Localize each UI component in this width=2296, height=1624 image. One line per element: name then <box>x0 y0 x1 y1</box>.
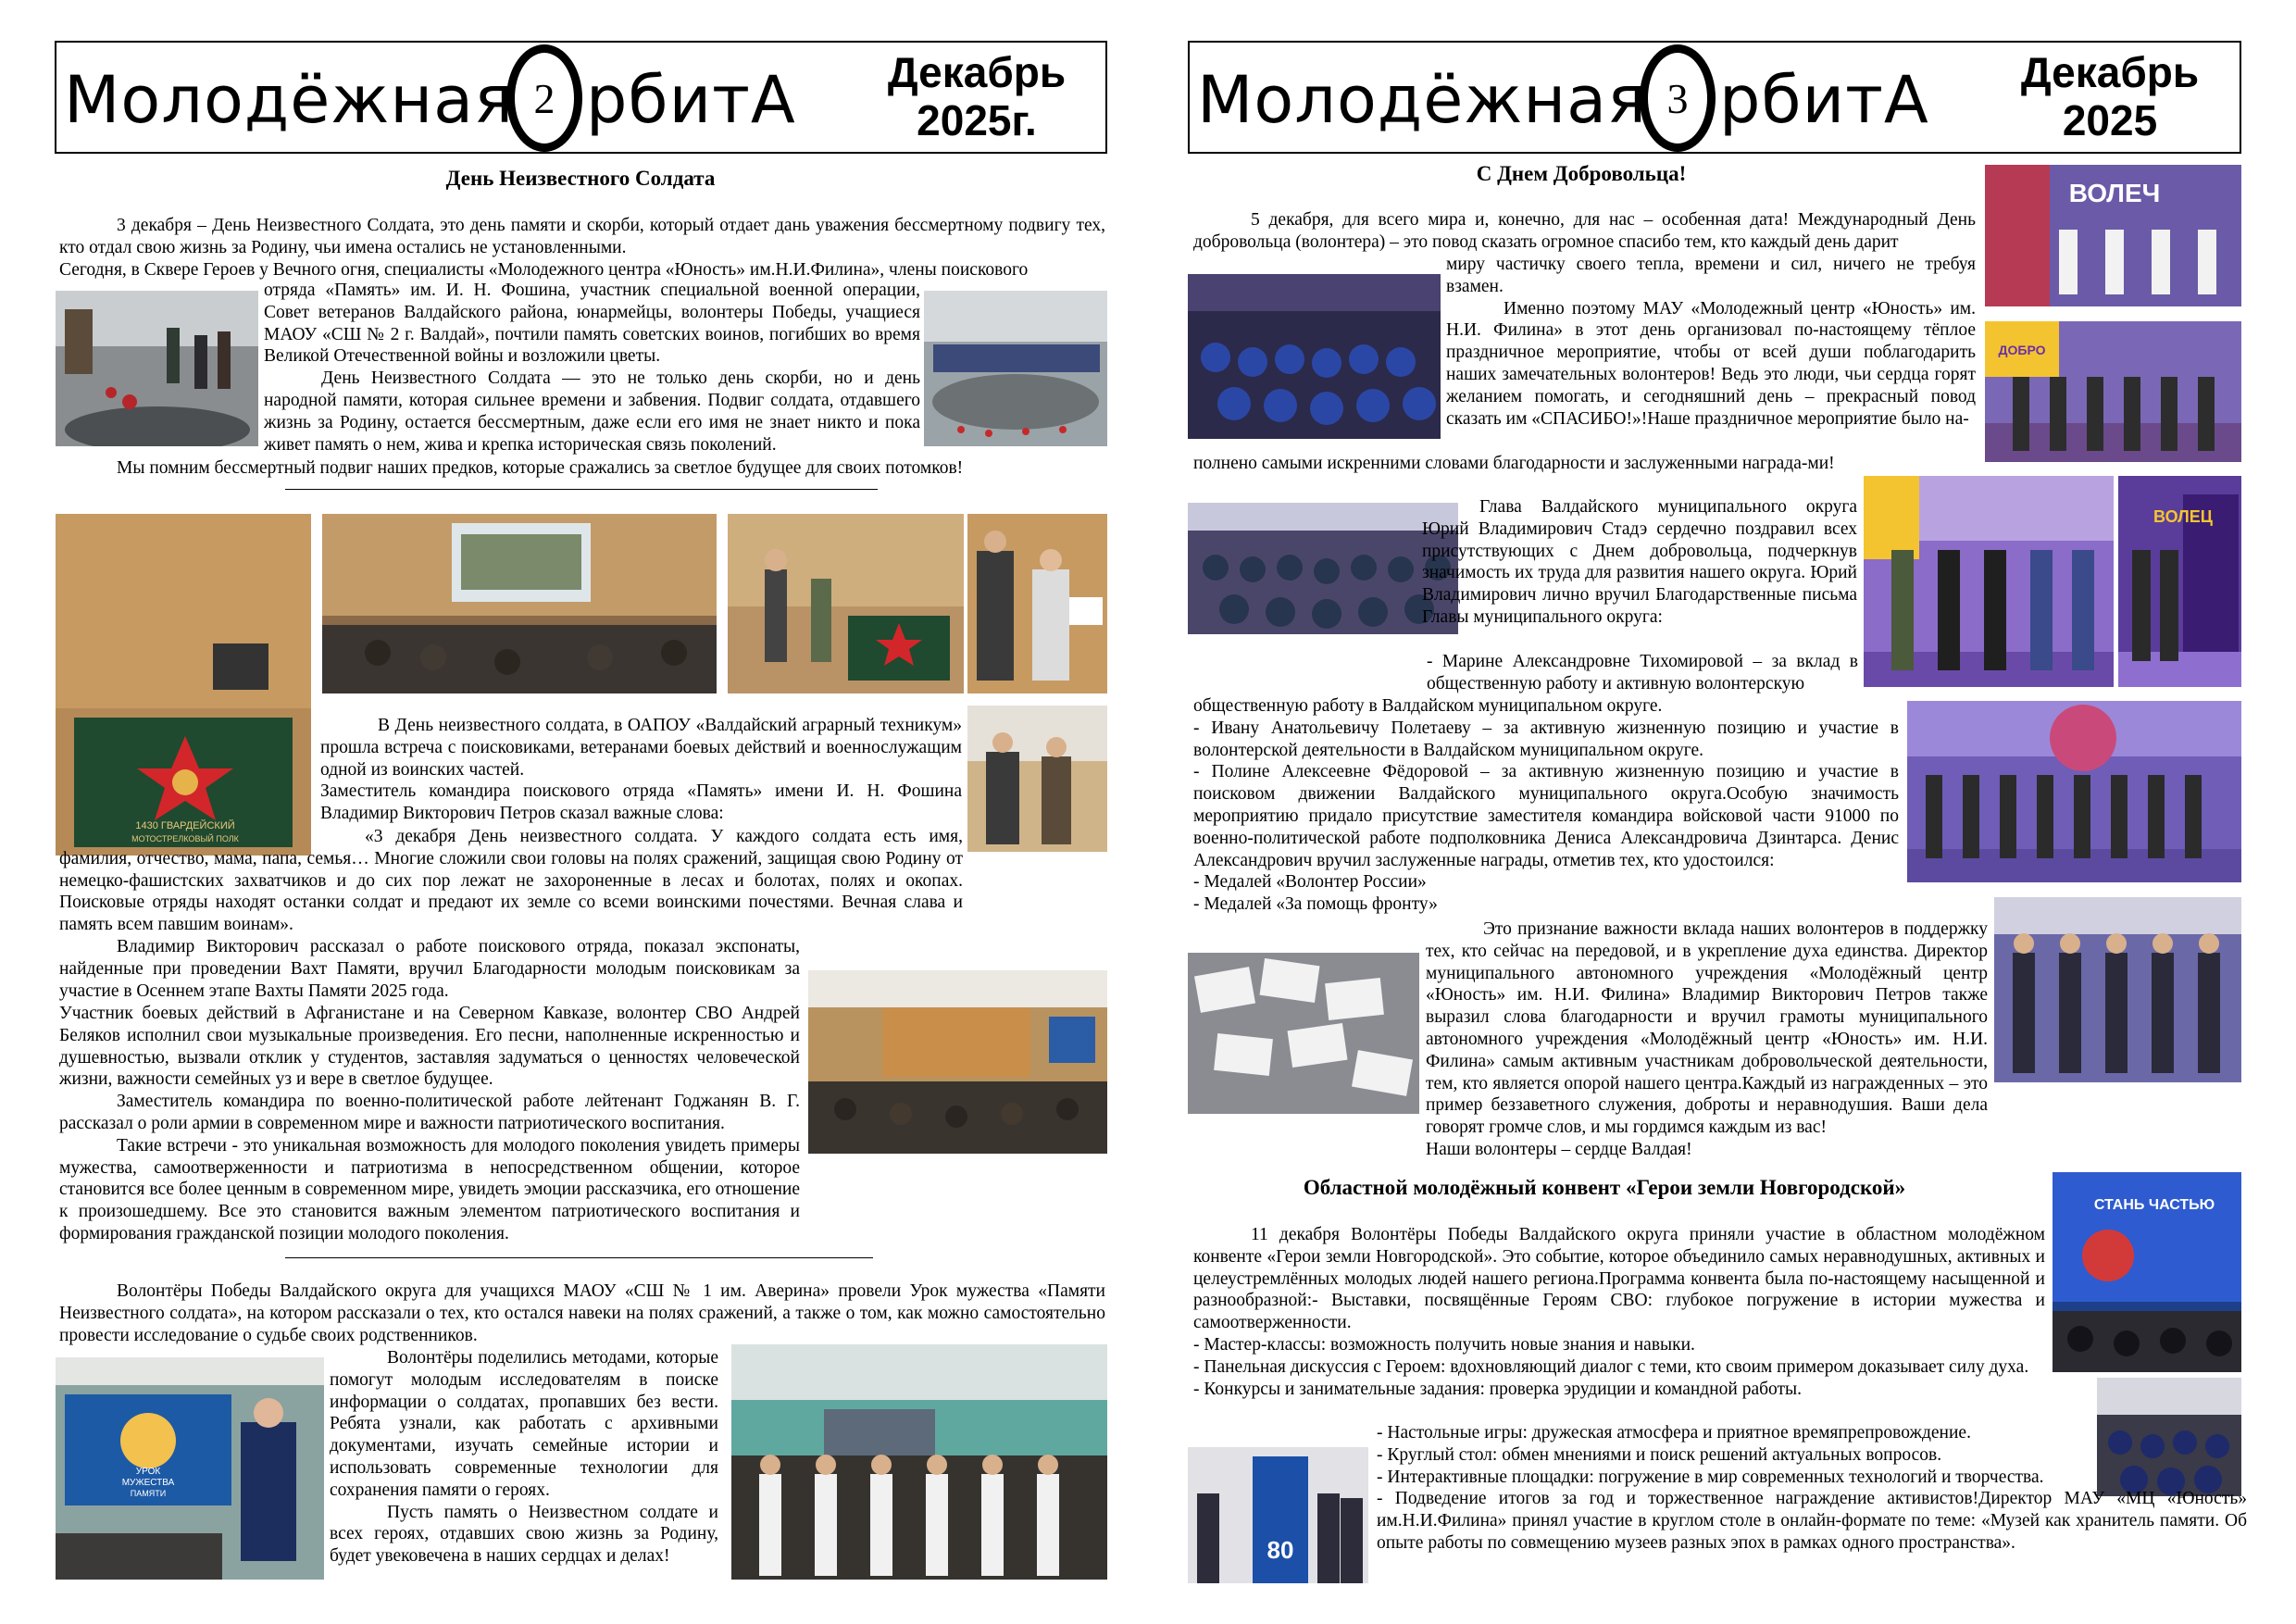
photo-students-group <box>731 1344 1107 1580</box>
photo-hall-audience <box>1188 503 1458 634</box>
article-text: отряда «Память» им. И. Н. Фошина, участник специальной военной операции, Совет ветеранов Валдайского района, юнармейцы, волонтеры Победы, учащиеся МАОУ «СШ № 2 г. Валдай», почтили память советских воинов, погибших во время Великой Отечественной войны и возложили цветы. День Неизвестного Солдата — это не только день скорби, но и день народной памяти, которая сильнее времени и забвения. Подвиг солдата, отдавшего жизнь за Родину, остается бессмертным, даже если его имя не знает никто и пока живет память о нем, жива и крепка историческая связь поколений. <box>264 281 920 455</box>
article-text: Участник боевых действий в Афганистане и на Северном Кавказе, волонтер СВО Андрей Беляков исполнил свои музыкальные произведения. Его песни, наполненные искренностью и душевностью, вызвали отклик у студентов, заставляя задуматься о ценностях человеческой жизни, важности семейных уз и вере в светлое будущее. Заместитель командира по военно-политической работе лейтенант Годжанян В. Г. рассказал о роли армии в современном мире и важности патриотического воспитания. Такие встречи - это уникальная возможность для молодого поколения увидеть примеры мужества, самоотверженности и патриотизма в непосредственном общении, которое становится все более ценным в современном мире, увидеть эмоции рассказчика, его отношение к произошедшему. Все это становится важным элементом патриотического воспитания и формирования гражданской позиции молодого поколения. <box>59 1004 800 1243</box>
photo-assembly-hall <box>808 970 1107 1154</box>
svg-text:ВОЛЕЦ: ВОЛЕЦ <box>2153 507 2213 526</box>
article-text: Глава Валдайского муниципального округа Юрий Владимирович Стадэ сердечно поздравил всех присутствующих с Днем добровольца, подчеркнув значимость их труда для развития нашего округа. Юрий Владимирович лично вручил Благодарственные письма Главы муниципального округа: <box>1422 497 1857 627</box>
photo-convent-stage <box>2053 1172 2241 1372</box>
svg-text:УРОК: УРОК <box>135 1467 161 1477</box>
article-text: «3 декабря День неизвестного солдата. У каждого солдата есть имя, фамилия, отчество, мама, папа, семья… Многие сложили свои головы на полях сражений, защищая свою Родину от немецко-фашистских захватчиков и до сих пор лежат не захороненные в лесах и болотах, полях и окопах. Поисковые отряды находят останки солдат и предают их земле со всеми воинскими почестями. Вечная слава и память всем павшим воинам». <box>59 827 963 935</box>
article-text: Это признание важности вклада наших волонтеров в поддержку тех, кто сейчас на передовой, и в укрепление духа единства. Директор муниципального автономного учреждения «Молодёжный центр «Юность» им. Н.И. Филина» Владимир Викторович Петров также выразил слова благодарности и вручил грамоты муниципального автономного учреждения «Молодёжный центр «Юность» им. Н.И. Филина» самым активным участникам добровольческой деятельности, тем, кто является опорой нашего центра.Каждый из награжденных – это пример беззаветного служения, доброты и неравнодушия. Ваши дела говорят громче слов, и мы гордимся каждым из вас! Наши волонтеры – сердце Валдая! <box>1426 919 1988 1159</box>
svg-text:80: 80 <box>1267 1536 1294 1564</box>
masthead-title-part1: Молодёжная <box>1197 62 1648 138</box>
masthead <box>55 41 1107 154</box>
photo-youth-group <box>1994 897 2241 1082</box>
article-text: Владимир Викторович рассказал о работе поискового отряда, показал экспонаты, найденные при проведении Вахт Памяти, вручил Благодарности молодым поисковикам за участие в Осеннем этапе Вахты Памяти 2025 года. <box>59 937 800 1001</box>
photo-volunteer-audience <box>1188 274 1441 439</box>
svg-text:СТАНЬ ЧАСТЬЮ: СТАНЬ ЧАСТЬЮ <box>2093 1197 2215 1213</box>
photo-exhibit-table <box>967 706 1107 852</box>
article-text: миру частичку своего тепла, времени и сил, ничего не требуя взамен. Именно поэтому МАУ «Молодежный центр «Юность» им. Н.И. Филина» в этот день организовал по-настоящему тёплое праздничное мероприятие, чтобы от всей души поблагодарить наших замечательных волонтеров! Ведь это люди, чьи сердца горят желанием помогать, и сегодняшний день – прекрасный повод сказать им «СПАСИБО!»!Наше праздничное мероприятие было на- <box>1446 255 1976 429</box>
photo-award-certificate <box>967 514 1107 693</box>
masthead-title-part2: рбитА <box>586 62 796 138</box>
photo-lesson-classroom <box>56 1357 324 1580</box>
photo-volunteer-award-stage <box>1985 165 2241 306</box>
masthead <box>1188 41 2241 154</box>
masthead-date: Декабрь 2025 <box>2020 48 2200 144</box>
svg-text:МУЖЕСТВА: МУЖЕСТВА <box>121 1478 175 1488</box>
article-text: 5 декабря, для всего мира и, конечно, для нас – особенная дата! Международный День добровольца (волонтера) – это повод сказать огромное спасибо тем, кто каждый день дарит <box>1193 210 1976 252</box>
article-text: полнено самыми искренними словами благодарности и заслуженными награда-ми! <box>1193 454 1835 473</box>
article-heading: День Неизвестного Солдата <box>445 167 716 190</box>
photo-stage-banner <box>56 514 311 856</box>
svg-text:ВОЛЕЧ: ВОЛЕЧ <box>2068 179 2161 207</box>
masthead-page-number: 3 <box>1640 44 1716 152</box>
svg-text:1430 ГВАРДЕЙСКИЙ: 1430 ГВАРДЕЙСКИЙ <box>135 820 235 831</box>
masthead-title-part1: Молодёжная <box>64 62 515 138</box>
photo-auditorium-presentation <box>322 514 717 693</box>
section-divider <box>285 489 878 490</box>
masthead-title-part2: рбитА <box>1719 62 1929 138</box>
article-heading: С Днем Добровольца! <box>1476 162 1687 185</box>
article-heading: Областной молодёжный конвент «Герои земли Новгородской» <box>1303 1176 1906 1199</box>
section-divider <box>285 1257 873 1258</box>
masthead-date: Декабрь 2025г. <box>887 48 1067 144</box>
svg-text:ДОБРО: ДОБРО <box>1998 343 2046 357</box>
article-text: общественную работу в Валдайском муниципальном округе. - Ивану Анатольевичу Полетаеву – за активную жизненную позицию и участие в волонтерской деятельности в Валдайском муниципальном округе. - Полине Алексеевне Фёдоровой – за активную жизненную позицию и участие в поисковом движении Валдайского муниципального округа.Особую значимость мероприятию придало присутствие заместителя командира войсковой части 91000 по военно-политической работе подполковника Дениса Александровича Дзинтарса. Денис Александрович вручил заслуженные награды, отметив тех, кто удостоился: - Медалей «Волонтер России» - Медалей «За помощь фронту» <box>1193 696 1899 915</box>
article-text: 3 декабря – День Неизвестного Солдата, это день памяти и скорби, который отдает дань уважения бессмертному подвигу тех, кто отдал свою жизнь за Родину, чьи имена остались не установленными. Сегодня, в Сквере Героев у Вечного огня, специалисты «Молодежного центра «Юность» им.Н.И.Филина», члены поискового <box>59 216 1105 280</box>
article-text: Мы помним бессмертный подвиг наших предков, которые сражались за светлое будущее для своих потомков! <box>117 458 964 478</box>
svg-text:ПАМЯТИ: ПАМЯТИ <box>130 1489 167 1498</box>
article-text: - Настольные игры: дружеская атмосфера и приятное времяпрепровождение. - Круглый стол: обмен мнениями и поиск решений актуальных вопросов. - Интерактивные площадки: погружение в мир современных технологий и творчества. - Подведение итогов за год и торжественное награждение активистов!Директор МАУ «МЦ «Юность» им.Н.И.Филина» принял участие в круглом столе в онлайн-формате по теме: «Музей как хранитель памяти. Об опыте работы по совмещению музеев разных эпох в рамках одного пространства». <box>1377 1423 2247 1553</box>
article-text: 11 декабря Волонтёры Победы Валдайского округа приняли участие в областном молодёжном конвенте «Герои земли Новгородской». Это событие, которое объединило самых неравнодушных, активных и целеустремлённых молодых людей нашего региона.Программа конвента была по-настоящему насыщенной и разнообразной:- Выставки, посвящённые Героям СВО: глубокое погружение в истории мужества и самоотверженности. - Мастер-классы: возможность получить новые знания и навыки. - Панельная дискуссия с Героем: вдохновляющий диалог с теми, кто своим примером доказывает силу духа. - Конкурсы и занимательные задания: проверка эрудиции и командной работы. <box>1193 1225 2045 1399</box>
photo-eternal-flame-wreaths <box>56 291 258 446</box>
photo-memorial-group <box>924 291 1107 446</box>
photo-certificates-table <box>1188 953 1419 1114</box>
article-text: - Марине Александровне Тихомировой – за вклад в общественную работу и активную волонтерскую <box>1427 652 1858 693</box>
photo-volunteers-lineup <box>1985 321 2241 462</box>
masthead-page-number: 2 <box>506 44 582 152</box>
svg-text:МОТОСТРЕЛКОВЫЙ ПОЛК: МОТОСТРЕЛКОВЫЙ ПОЛК <box>131 834 239 843</box>
newspaper-page-3 <box>1148 0 2296 1624</box>
article-text: Волонтёры Победы Валдайского округа для учащихся МАОУ «СШ № 1 им. Аверина» провели Урок мужества «Памяти Неизвестного солдата», на котором рассказали о тех, кто остался навеки на полях сражений, а также о том, как можно самостоятельно провести исследование о судьбе своих родственников. <box>59 1281 1105 1345</box>
photo-speakers-with-flag <box>728 514 964 693</box>
photo-awarded-volunteers-group <box>1907 701 2241 882</box>
photo-officials-stage <box>1864 476 2114 687</box>
article-text: В День неизвестного солдата, в ОАПОУ «Валдайский аграрный техникум» прошла встреча с поисковиками, ветеранами боевых действий и военнослужащим одной из воинских частей. Заместитель командира поискового отряда «Память» имени И. Н. Фошина Владимир Викторович Петров сказал важные слова: <box>320 716 962 824</box>
article-text: Волонтёры поделились методами, которые помогут молодым исследователям в поиске информации о солдатах, пропавших без вести. Ребята узнали, как работать с архивными документами, изучать семейные истории и использовать современные технологии для сохранения памяти о героях. Пусть память о Неизвестном солдате и всех героях, отдавших свою жизнь за Родину, будет увековечена в наших сердцах и делах! <box>330 1348 718 1567</box>
photo-convent-participants <box>1188 1447 1368 1583</box>
photo-convent-audience <box>2097 1378 2241 1496</box>
photo-stage-banner-purple <box>2118 476 2241 687</box>
